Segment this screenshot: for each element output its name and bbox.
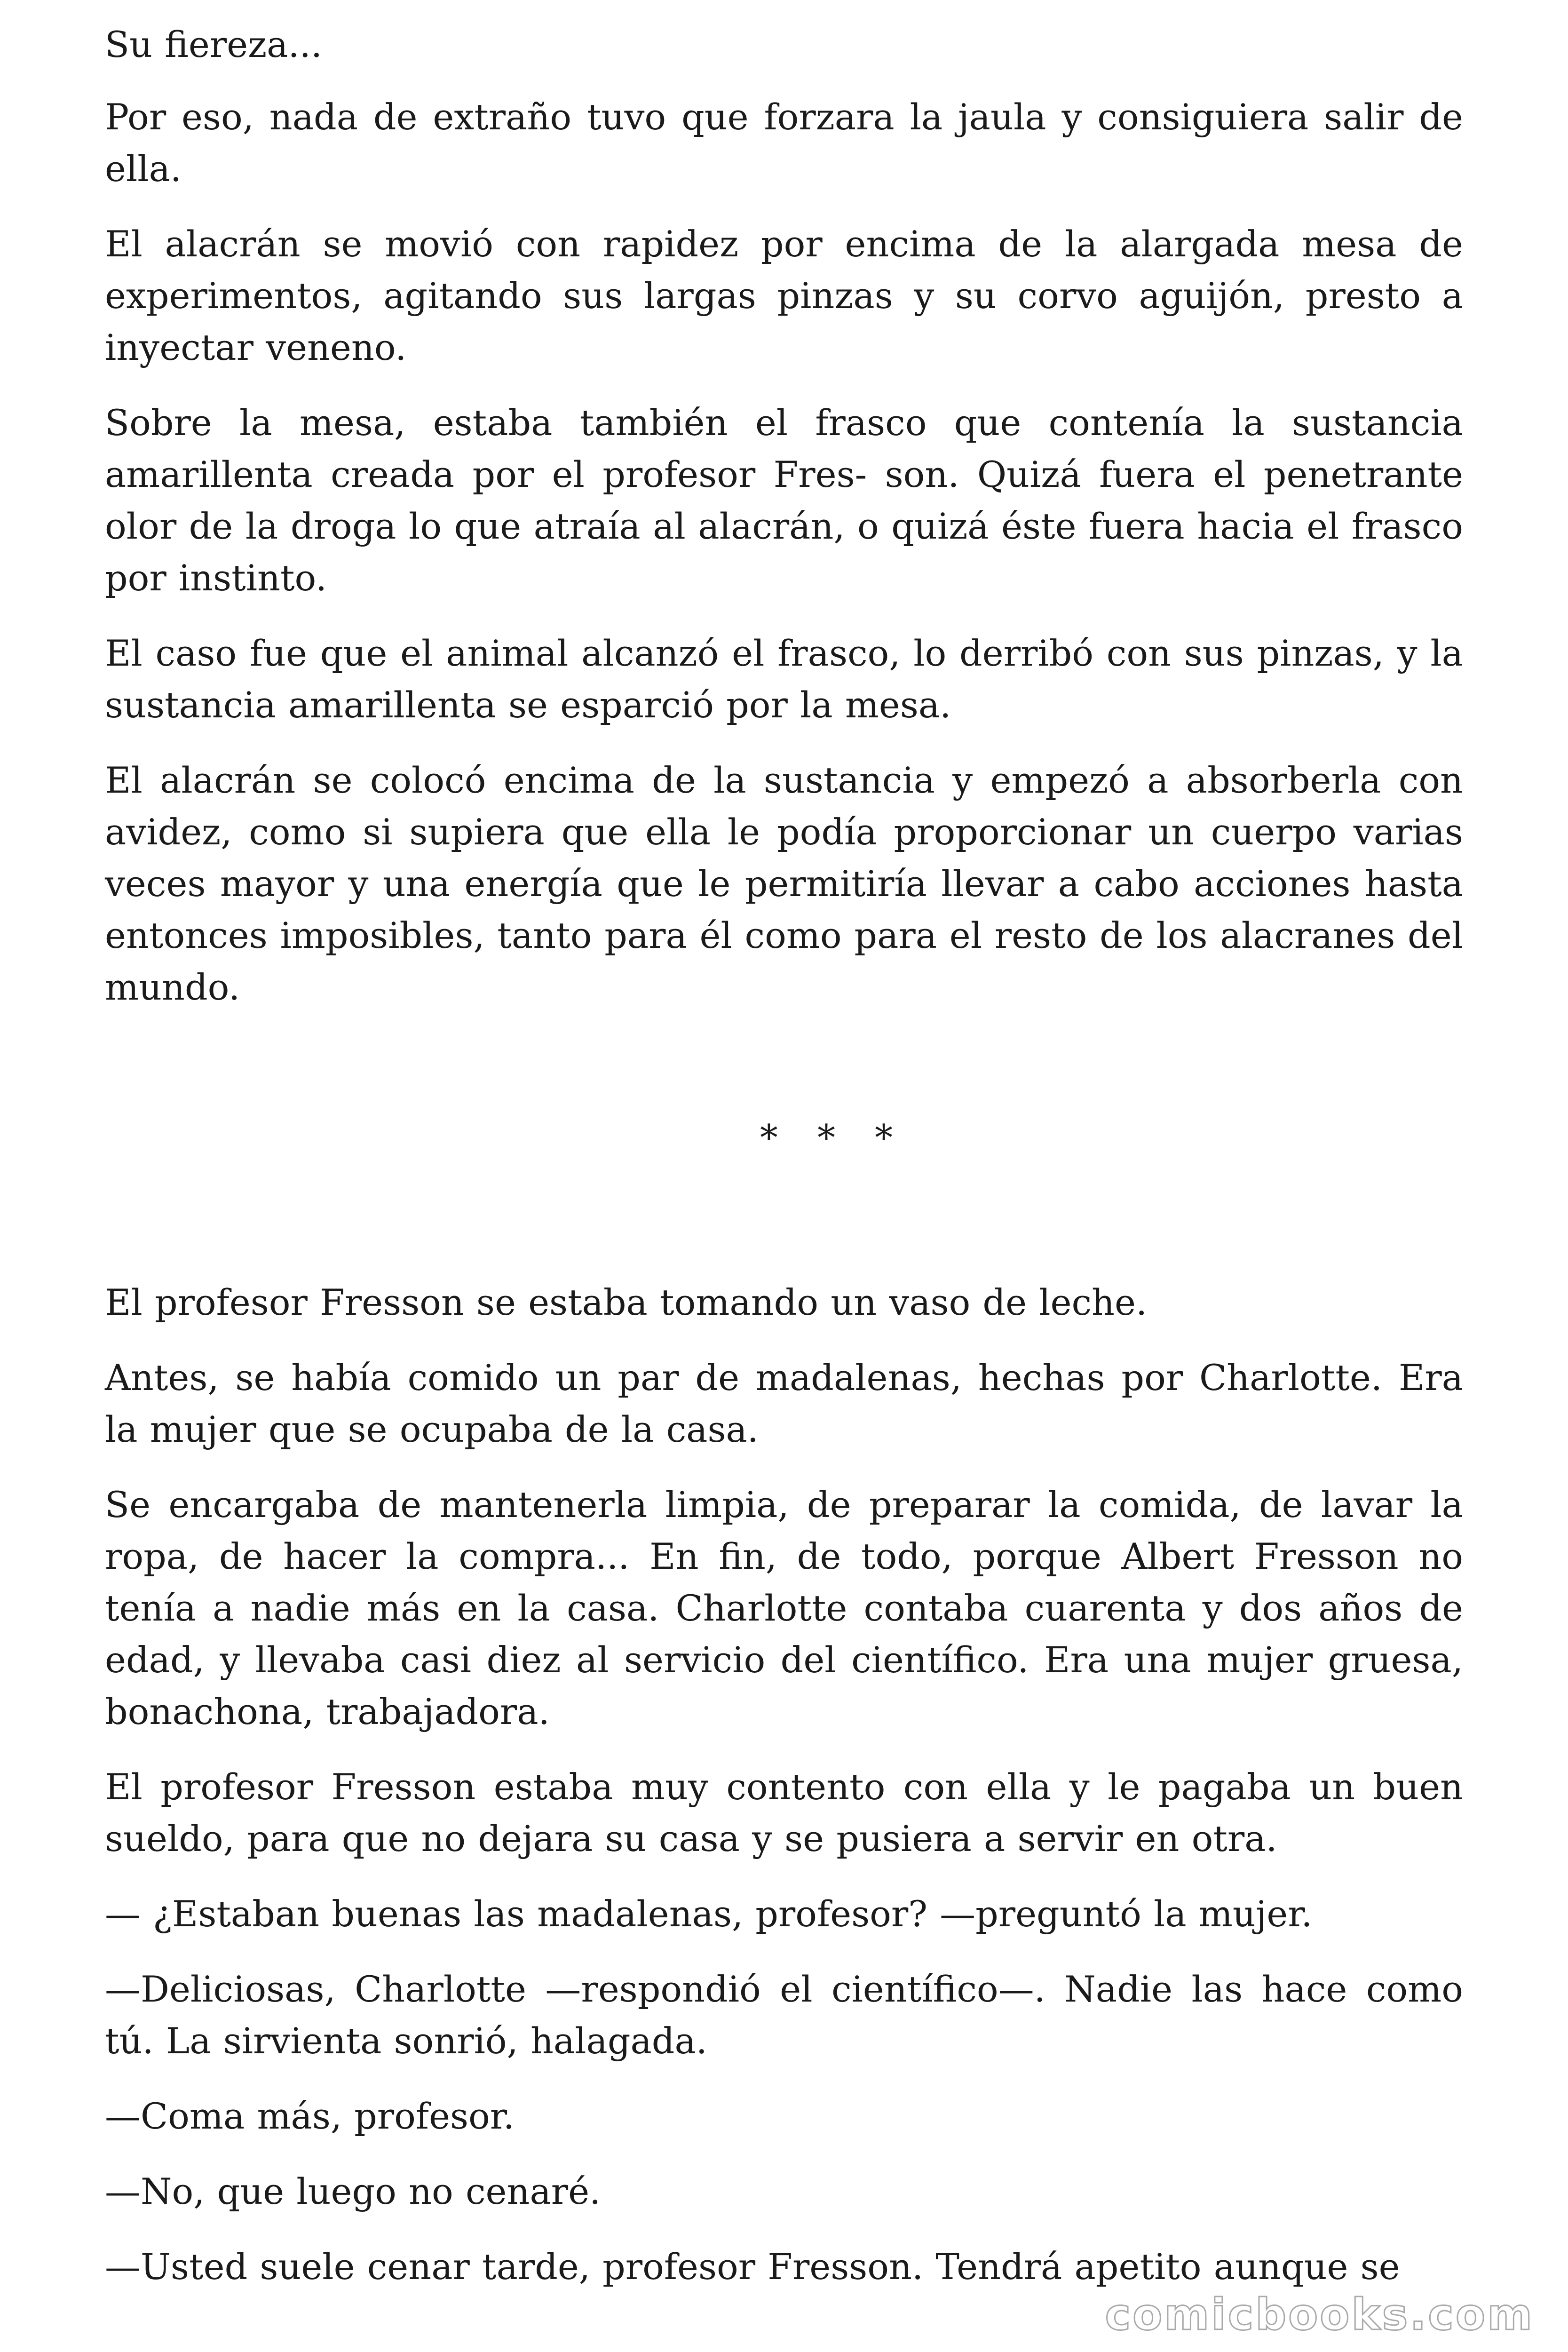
document-page — [105, 19, 1463, 2316]
dialogue-line: —Deliciosas, Charlotte —respondió el científico—. Nadie las hace como tú. La sirvienta sonrió, halagada. — [105, 1968, 1463, 2062]
dialogue-line: —No, que luego no cenaré. — [105, 2170, 601, 2212]
paragraph: El profesor Fresson se estaba tomando un vaso de leche. — [105, 1281, 1148, 1323]
paragraph: El alacrán se colocó encima de la sustancia y empezó a absorberla con avidez, como si supiera que ella le podía proporcionar un cuerpo varias veces mayor y una energía que le permitiría llevar a cabo acciones hasta entonces imposibles, tanto para él como para el resto de los alacranes del mundo. — [105, 759, 1463, 1008]
paragraph: El profesor Fresson estaba muy contento con ella y le pagaba un buen sueldo, para que no dejara su casa y se pusiera a servir en otra. — [105, 1766, 1463, 1859]
section-separator: * * * — [760, 1117, 907, 1159]
paragraph: Se encargaba de mantenerla limpia, de preparar la comida, de lavar la ropa, de hacer la compra... En fin, de todo, porque Albert Fresson no tenía a nadie más en la casa. Charlotte contaba cuarenta y dos años de edad, y llevaba casi diez al servicio del científico. Era una mujer gruesa, bonachona, trabajadora. — [105, 1484, 1463, 1732]
paragraph: El caso fue que el animal alcanzó el frasco, lo derribó con sus pinzas, y la sustancia amarillenta se esparció por la mesa. — [105, 632, 1463, 726]
paragraph: Su fiereza... — [105, 24, 322, 65]
paragraph: Antes, se había comido un par de madalenas, hechas por Charlotte. Era la mujer que se ocupaba de la casa. — [105, 1357, 1463, 1450]
paragraph: Por eso, nada de extraño tuvo que forzara la jaula y consiguiera salir de ella. — [105, 96, 1463, 190]
paragraph: El alacrán se movió con rapidez por encima de la alargada mesa de experimentos, agitando sus largas pinzas y su corvo aguijón, presto a inyectar veneno. — [105, 223, 1463, 368]
paragraph: Sobre la mesa, estaba también el frasco que contenía la sustancia amarillenta creada por el profesor Fres- son. Quizá fuera el penetrante olor de la droga lo que atraía al alacrán, o quizá éste fuera hacia el frasco por instinto. — [105, 402, 1463, 599]
dialogue-line: —Coma más, profesor. — [105, 2095, 515, 2137]
dialogue-line: — ¿Estaban buenas las madalenas, profesor? —preguntó la mujer. — [105, 1893, 1313, 1935]
dialogue-line: —Usted suele cenar tarde, profesor Fresson. Tendrá apetito aunque se — [105, 2246, 1400, 2288]
watermark-logo: comicbooks.com — [1105, 2289, 1534, 2340]
